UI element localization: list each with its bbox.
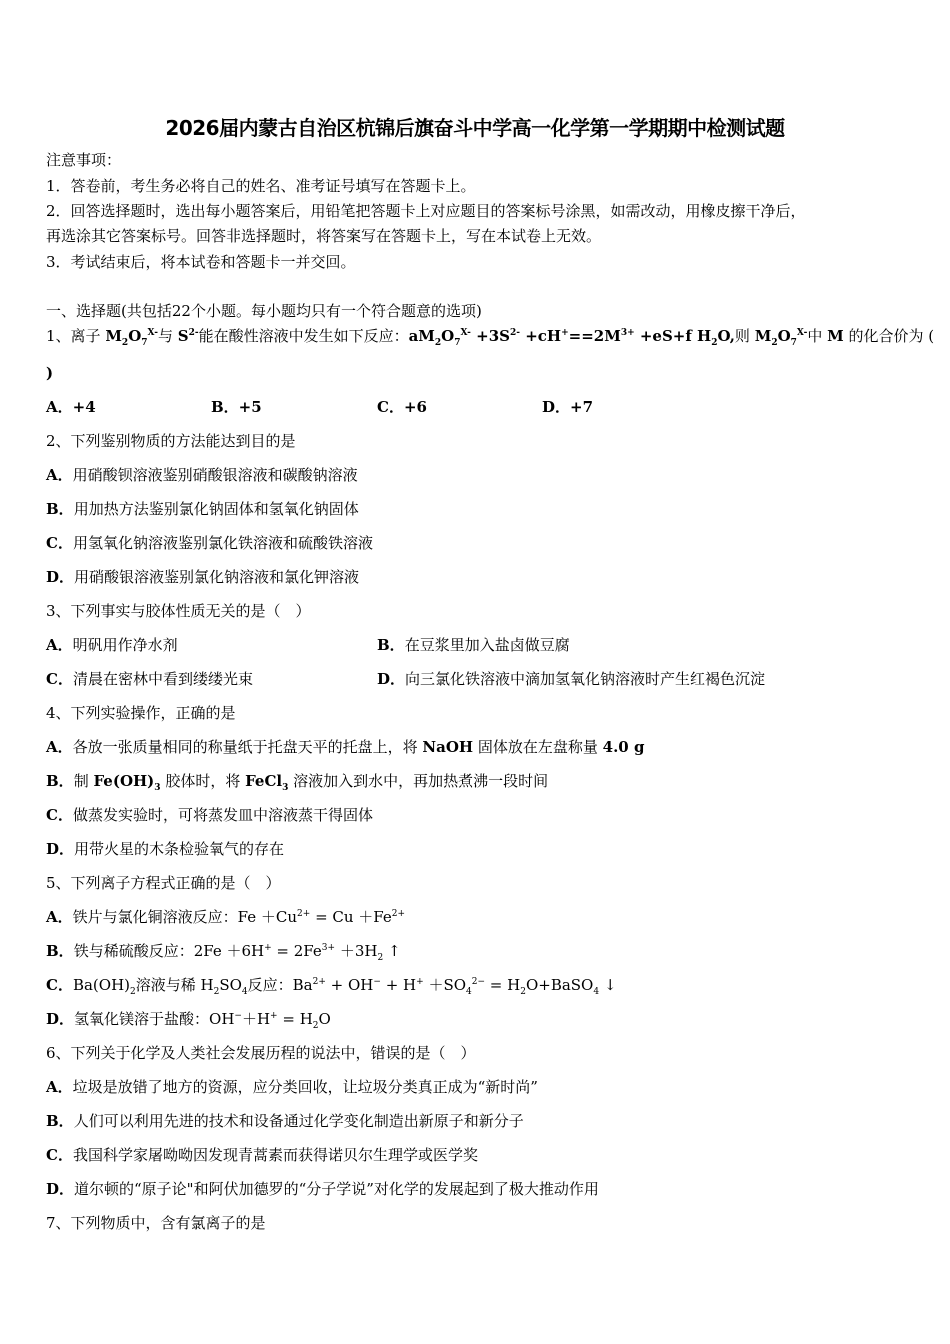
text-run: 7 [454,338,461,348]
text-run: D． [46,840,75,858]
question-line [46,326,934,346]
notice-line [46,176,476,196]
text-run: 4 [241,987,248,997]
question-line [46,839,284,859]
text-run: = H [277,1010,313,1028]
text-run: 胶体时，将 [160,772,246,790]
page-title: 2026届内蒙古自治区杭锦后旗奋斗中学高一化学第一学期期中检测试题 [165,116,785,140]
text-run: 2 [130,987,136,997]
question-line [46,499,359,519]
text-run: 垃圾是放错了地方的资源，应分类回收，让垃圾分类真正成为“新时尚” [72,1078,538,1096]
text-run: + [270,1011,278,1021]
question-line [46,1077,538,1097]
text-run: 2．回答选择题时，选出每小题答案后，用铅笔把答题卡上对应题目的答案标号涂黑，如需改动，用橡皮擦干净后， [46,202,806,220]
text-run: 固体放在左盘称量 [473,738,603,756]
text-run: O+BaSO [525,976,594,994]
section-heading: 一、选择题(共包括22个小题。每小题均只有一个符合题意的选项) [46,302,482,320]
text-run: B． [46,500,74,518]
text-run: C． [46,534,73,552]
text-run: B．+5 [211,398,262,416]
text-run: + [264,943,272,953]
text-run: 3 [154,783,161,793]
text-run: 清晨在密林中看到缕缕光束 [72,670,253,688]
question-line [46,1009,331,1029]
question-line [46,1179,599,1199]
text-run: 2 [711,338,718,348]
question-line [46,1145,478,1165]
text-run: 反应：Ba [247,976,313,994]
text-run: 用硝酸银溶液鉴别氯化钠溶液和氯化钾溶液 [74,568,360,586]
text-run: D． [46,1010,75,1028]
answer-option [377,669,765,689]
text-run: 2、下列鉴别物质的方法能达到目的是 [46,432,296,450]
text-run: M [105,327,122,345]
text-run: + [561,328,569,338]
text-run: O [441,327,455,345]
text-run: A． [46,466,73,484]
text-run: 3 [282,783,289,793]
text-run: X- [796,328,808,338]
text-run: O [318,1010,331,1028]
text-run: 与 [157,327,178,345]
text-run: 3+ [321,943,336,953]
text-run: + H [380,976,417,994]
text-run: 溶液与稀 H [135,976,214,994]
question-line [46,567,359,587]
text-run: 4 [466,987,472,997]
question-line [46,465,358,485]
question-line [46,431,296,451]
answer-option [211,397,262,417]
answer-option [46,635,178,655]
text-run: A． [46,738,73,756]
question-line [46,941,401,961]
text-run: S [177,327,189,345]
text-run: + OH [325,976,374,994]
text-run: D． [46,568,75,586]
text-run: = 2Fe [271,942,322,960]
text-run: = Cu ＋Fe [310,908,392,926]
text-run: 用氢氧化钠溶液鉴别氯化铁溶液和硫酸铁溶液 [72,534,373,552]
text-run: ↓ [599,976,617,994]
text-run: O [128,327,142,345]
text-run: 5、下列离子方程式正确的是（ ） [46,874,281,892]
text-run: ==2M [568,327,621,345]
text-run: Ba(OH) [72,976,131,994]
question-line [46,907,405,927]
text-run: +cH [519,327,562,345]
text-run: 3、下列事实与胶体性质无关的是（ ） [46,602,311,620]
text-run: ↑ [383,942,401,960]
text-run: M [827,327,844,345]
text-run: ＋SO [423,976,467,994]
text-run: 注意事项： [46,151,122,169]
text-run: ) [46,364,54,382]
notice-line [46,150,121,170]
text-run: 中 [807,327,828,345]
text-run: D． [46,1180,75,1198]
question-line [46,975,616,995]
text-run: 7 [790,338,797,348]
text-run: C． [46,806,73,824]
text-run: 2 [312,1021,319,1031]
text-run: O, [717,327,735,345]
text-run: A． [46,1078,73,1096]
text-run: 2- [188,328,199,338]
text-run: 用带火星的木条检验氧气的存在 [74,840,285,858]
text-run: B． [377,636,405,654]
text-run: 7 [141,338,148,348]
text-run: 4、下列实验操作，正确的是 [46,704,236,722]
text-run: 2+ [297,909,311,919]
text-run: C． [46,976,73,994]
question-line [46,703,236,723]
text-run: C． [46,1146,73,1164]
text-run: 3+ [620,328,635,338]
text-run: 溶液加入到水中，再加热煮沸一段时间 [288,772,549,790]
text-run: Fe(OH) [93,772,155,790]
answer-option [46,397,96,417]
text-run: 的化合价为 ( [843,327,935,345]
question-line [46,601,311,621]
text-run: 2 [771,338,778,348]
text-run: 2+ [391,909,406,919]
text-run: 1、离子 [46,327,106,345]
text-run: B． [46,1112,74,1130]
text-run: 6、下列关于化学及人类社会发展历程的说法中，错误的是（ ） [46,1044,476,1062]
text-run: 3．考试结束后，将本试卷和答题卡一并交回。 [46,253,356,271]
text-run: B． [46,772,74,790]
text-run: + [416,977,424,987]
text-run: 2 [377,953,384,963]
answer-option [542,397,593,417]
question-line [46,1213,266,1233]
text-run: A． [46,908,73,926]
text-run: C．+6 [377,398,427,416]
question-line [46,771,548,791]
text-run: X- [147,328,158,338]
text-run: ＋H [241,1010,271,1028]
answer-option [46,669,253,689]
text-run: 铁与稀硫酸反应：2Fe ＋6H [73,942,265,960]
text-run: 我国科学家屠呦呦因发现青蒿素而获得诺贝尔生理学或医学奖 [72,1146,478,1164]
notice-line [46,226,601,246]
text-run: 2+ [312,977,326,987]
text-run: 2- [509,328,520,338]
text-run: 做蒸发实验时，可将蒸发皿中溶液蒸干得固体 [72,806,373,824]
text-run: 人们可以利用先进的技术和设备通过化学变化制造出新原子和新分子 [73,1112,524,1130]
notice-line [46,252,356,272]
text-run: 2 [520,987,526,997]
text-run: 各放一张质量相同的称量纸于托盘天平的托盘上，将 [72,738,423,756]
text-run: 2− [471,977,486,987]
text-run: 7、下列物质中，含有氯离子的是 [46,1214,266,1232]
question-line [46,1043,476,1063]
text-run: 则 [734,327,755,345]
text-run: D．+7 [542,398,594,416]
text-run: +eS+f H [634,327,712,345]
question-line [46,805,373,825]
text-run: X- [460,328,471,338]
text-run: − [373,977,381,987]
text-run: 2 [213,987,220,997]
text-run: C． [46,670,73,688]
question-line [46,737,644,757]
text-run: NaOH [422,738,474,756]
text-run: FeCl [245,772,283,790]
text-run: M [754,327,772,345]
text-run: 4.0 g [602,738,645,756]
answer-option [377,397,427,417]
text-run: 用加热方法鉴别氯化钠固体和氢氧化钠固体 [73,500,359,518]
question-line [46,533,373,553]
text-run: 2 [121,338,129,348]
text-run: 氢氧化镁溶于盐酸：OH [74,1010,235,1028]
text-run: B． [46,942,74,960]
text-run: aM [408,327,435,345]
text-run: 铁片与氯化铜溶液反应：Fe ＋Cu [72,908,298,926]
text-run: 能在酸性溶液中发生如下反应： [198,327,409,345]
text-run: − [234,1011,242,1021]
text-run: SO [219,976,242,994]
text-run: A．+4 [46,398,96,416]
text-run: 1．答卷前，考生务必将自己的姓名、准考证号填写在答题卡上。 [46,177,476,195]
text-run: ＋3H [335,942,378,960]
question-line [46,1111,524,1131]
text-run: 明矾用作净水剂 [72,636,178,654]
text-run: 制 [73,772,94,790]
text-run: 4 [593,987,600,997]
text-run: A． [46,636,73,654]
text-run: +3S [470,327,510,345]
text-run: 道尔顿的“原子论"和阿伏加德罗的“分子学说”对化学的发展起到了极大推动作用 [74,1180,599,1198]
text-run: 2 [434,338,442,348]
question-line [46,363,53,383]
text-run: = H [485,976,521,994]
question-line [46,873,281,893]
text-run: 向三氯化铁溶液中滴加氢氧化钠溶液时产生红褐色沉淀 [405,670,766,688]
notice-line [46,201,806,221]
answer-option [377,635,570,655]
text-run: D． [377,670,406,688]
text-run: 再选涂其它答案标号。回答非选择题时，将答案写在答题卡上，写在本试卷上无效。 [46,227,602,245]
text-run: 在豆浆里加入盐卤做豆腐 [404,636,570,654]
text-run: O [777,327,791,345]
text-run: 用硝酸钡溶液鉴别硝酸银溶液和碳酸钠溶液 [72,466,358,484]
